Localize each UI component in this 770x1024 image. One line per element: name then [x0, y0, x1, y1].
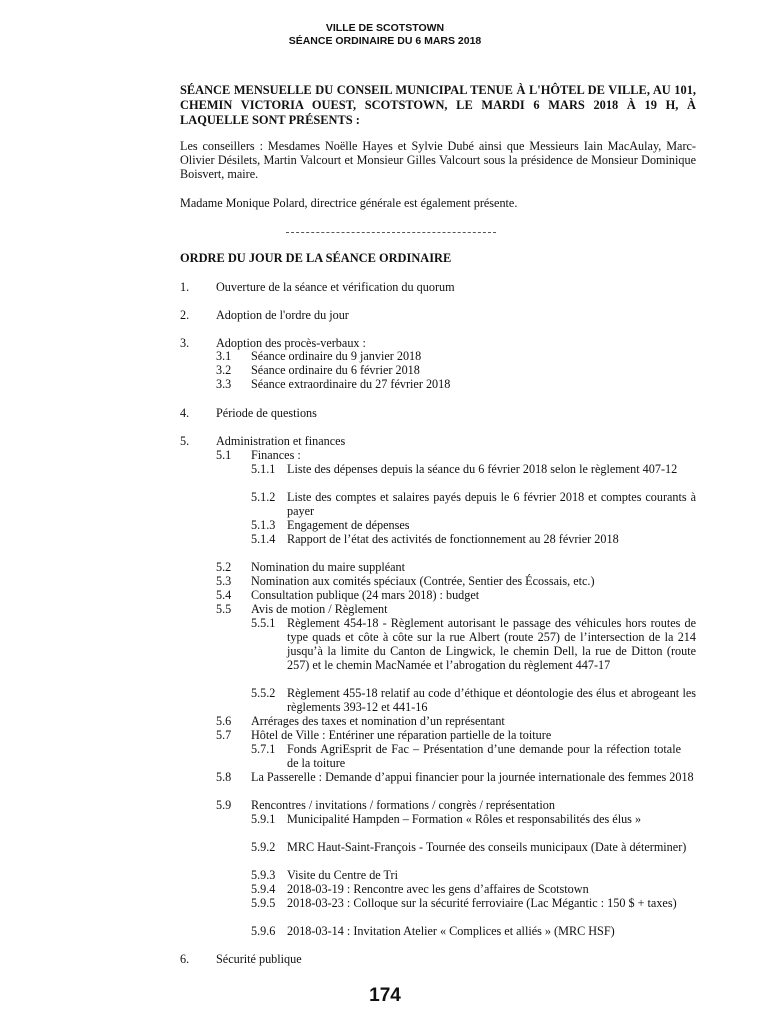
agenda-item-number: 5.8 [216, 770, 232, 784]
agenda-item-number: 5.4 [216, 588, 232, 602]
agenda-item-number: 5.1 [216, 448, 232, 462]
agenda-item-text: 2018-03-19 : Rencontre avec les gens d’affaires de Scotstown [287, 882, 589, 896]
agenda-item-number: 5.9.6 [251, 924, 276, 938]
attendees-paragraph: Les conseillers : Mesdames Noëlle Hayes et Sylvie Dubé ainsi que Messieurs Iain MacAulay, Marc-Olivier Désilets, Martin Valcourt et Monsieur Gilles Valcourt sous la présidence de Monsieur Dominique Boisvert, maire. [180, 139, 696, 181]
director-paragraph: Madame Monique Polard, directrice générale est également présente. [180, 196, 518, 210]
agenda-item-text: Visite du Centre de Tri [287, 868, 398, 882]
agenda-item-text: Rapport de l’état des activités de fonctionnement au 28 février 2018 [287, 532, 619, 546]
agenda-title: ORDRE DU JOUR DE LA SÉANCE ORDINAIRE [180, 251, 452, 265]
agenda-item-number: 5.9 [216, 798, 232, 812]
agenda-item-number: 5.3 [216, 574, 232, 588]
agenda-item-text: Séance extraordinaire du 27 février 2018 [251, 377, 451, 391]
separator-line [286, 232, 496, 233]
agenda-item-number: 3.3 [216, 377, 232, 391]
agenda-item-text: Séance ordinaire du 6 février 2018 [251, 363, 420, 377]
agenda-item-text: Période de questions [216, 406, 317, 420]
agenda-item-number: 5.7.1 [251, 742, 276, 756]
agenda-item-number: 5.9.4 [251, 882, 276, 896]
agenda-item-text: Administration et finances [216, 434, 346, 448]
session-heading: SÉANCE MENSUELLE DU CONSEIL MUNICIPAL TENUE À L'HÔTEL DE VILLE, AU 101, CHEMIN VICTORIA OUEST, SCOTSTOWN, LE MARDI 6 MARS 2018 À 19 H, À LAQUELLE SONT PRÉSENTS : [180, 83, 696, 127]
agenda-item-text: Hôtel de Ville : Entériner une réparation partielle de la toiture [251, 728, 552, 742]
agenda-item-number: 3.1 [216, 349, 232, 363]
agenda-item-text: 2018-03-14 : Invitation Atelier « Complices et alliés » (MRC HSF) [287, 924, 615, 938]
agenda-item-number: 5.5.2 [251, 686, 276, 700]
agenda-item-text: Arrérages des taxes et nomination d’un représentant [251, 714, 505, 728]
agenda-item-text: Règlement 454-18 - Règlement autorisant le passage des véhicules hors routes de type quads et côte à côte sur la rue Albert (route 257) de l’intersection de la 214 jusqu’à la limite du Canton de Lingwick, le chemin Dell, la rue de Ditton (route 257) et le chemin MacNamée et l’abrogation du règlement 447-17 [287, 616, 696, 672]
agenda-item-text: Ouverture de la séance et vérification du quorum [216, 280, 455, 294]
agenda-item-text: La Passerelle : Demande d’appui financier pour la journée internationale des femmes 2018 [251, 770, 694, 784]
agenda-item-text: 2018-03-23 : Colloque sur la sécurité ferroviaire (Lac Mégantic : 150 $ + taxes) [287, 896, 677, 910]
agenda-item-text: Consultation publique (24 mars 2018) : budget [251, 588, 480, 602]
header-session: SÉANCE ORDINAIRE DU 6 MARS 2018 [288, 35, 482, 47]
agenda-item-number: 3.2 [216, 363, 232, 377]
agenda-item-text: Adoption des procès-verbaux : [216, 336, 366, 350]
agenda-item-text: Finances : [251, 448, 301, 462]
page-number: 174 [369, 985, 401, 1006]
agenda-item-number: 4. [180, 406, 190, 420]
agenda-item-text: Nomination du maire suppléant [251, 560, 406, 574]
agenda-item-number: 5. [180, 434, 190, 448]
agenda-item-text: Municipalité Hampden – Formation « Rôles et responsabilités des élus » [287, 812, 642, 826]
agenda-item-number: 5.1.4 [251, 532, 276, 546]
agenda-item-text: Rencontres / invitations / formations / congrès / représentation [251, 798, 555, 812]
agenda-item-text: Avis de motion / Règlement [251, 602, 388, 616]
agenda-item-number: 5.1.1 [251, 462, 276, 476]
header-city: VILLE DE SCOTSTOWN [325, 22, 445, 34]
agenda-item-number: 5.2 [216, 560, 232, 574]
agenda-item-text: Séance ordinaire du 9 janvier 2018 [251, 349, 422, 363]
agenda-item-text: Fonds AgriEsprit de Fac – Présentation d’une demande pour la réfection totale de la toiture [287, 742, 681, 770]
agenda-item-text: Nomination aux comités spéciaux (Contrée, Sentier des Écossais, etc.) [251, 574, 595, 588]
agenda-item-text: Adoption de l'ordre du jour [216, 308, 349, 322]
agenda-item-number: 6. [180, 952, 190, 966]
agenda-item-text: Règlement 455-18 relatif au code d’éthique et déontologie des élus et abrogeant les règlements 393-12 et 441-16 [287, 686, 696, 714]
agenda-item-number: 2. [180, 308, 190, 322]
agenda-item-number: 5.6 [216, 714, 232, 728]
agenda-item-number: 5.5.1 [251, 616, 276, 630]
agenda-item-number: 5.9.3 [251, 868, 276, 882]
agenda-item-text: Liste des comptes et salaires payés depuis le 6 février 2018 et comptes courants à payer [287, 490, 696, 518]
agenda-item-number: 5.9.1 [251, 812, 276, 826]
agenda-item-number: 5.7 [216, 728, 232, 742]
agenda-item-number: 5.9.2 [251, 840, 276, 854]
agenda-item-text: Engagement de dépenses [287, 518, 410, 532]
agenda-item-number: 3. [180, 336, 190, 350]
agenda-item-number: 5.5 [216, 602, 232, 616]
agenda-item-number: 5.1.2 [251, 490, 276, 504]
agenda-item-number: 5.9.5 [251, 896, 276, 910]
agenda-item-text: Sécurité publique [216, 952, 302, 966]
agenda-item-number: 5.1.3 [251, 518, 276, 532]
agenda-item-text: MRC Haut-Saint-François - Tournée des conseils municipaux (Date à déterminer) [287, 840, 687, 854]
agenda-item-number: 1. [180, 280, 190, 294]
agenda-item-text: Liste des dépenses depuis la séance du 6 février 2018 selon le règlement 407-12 [287, 462, 678, 476]
